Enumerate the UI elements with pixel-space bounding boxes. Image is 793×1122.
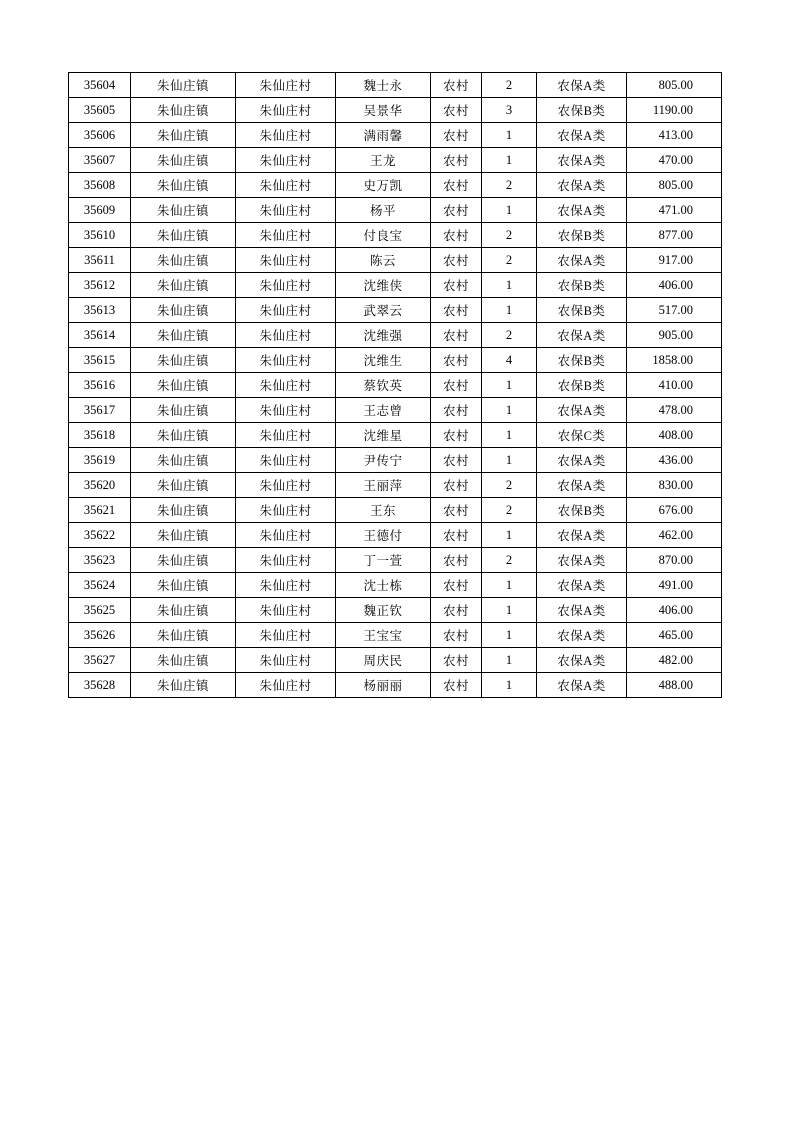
cell-category: 农保B类 — [537, 348, 627, 373]
cell-town: 朱仙庄镇 — [131, 623, 236, 648]
cell-category: 农保A类 — [537, 323, 627, 348]
cell-type: 农村 — [431, 648, 482, 673]
cell-count: 2 — [482, 73, 537, 98]
table-row — [69, 148, 722, 173]
cell-name: 王志曾 — [336, 398, 431, 423]
cell-category: 农保A类 — [537, 148, 627, 173]
cell-amount: 408.00 — [627, 423, 722, 448]
cell-category: 农保B类 — [537, 98, 627, 123]
cell-id: 35611 — [69, 248, 131, 273]
cell-village: 朱仙庄村 — [236, 298, 336, 323]
table-row — [69, 573, 722, 598]
cell-type: 农村 — [431, 223, 482, 248]
cell-village: 朱仙庄村 — [236, 648, 336, 673]
cell-name: 杨丽丽 — [336, 673, 431, 698]
cell-type: 农村 — [431, 598, 482, 623]
cell-count: 1 — [482, 523, 537, 548]
table-row — [69, 98, 722, 123]
cell-category: 农保B类 — [537, 298, 627, 323]
cell-amount: 470.00 — [627, 148, 722, 173]
cell-town: 朱仙庄镇 — [131, 98, 236, 123]
cell-count: 1 — [482, 423, 537, 448]
cell-village: 朱仙庄村 — [236, 673, 336, 698]
cell-count: 2 — [482, 173, 537, 198]
cell-name: 付良宝 — [336, 223, 431, 248]
cell-village: 朱仙庄村 — [236, 548, 336, 573]
cell-category: 农保B类 — [537, 223, 627, 248]
cell-type: 农村 — [431, 573, 482, 598]
cell-town: 朱仙庄镇 — [131, 548, 236, 573]
cell-amount: 905.00 — [627, 323, 722, 348]
cell-town: 朱仙庄镇 — [131, 73, 236, 98]
cell-name: 王丽萍 — [336, 473, 431, 498]
cell-name: 沈维侠 — [336, 273, 431, 298]
cell-category: 农保A类 — [537, 548, 627, 573]
cell-id: 35621 — [69, 498, 131, 523]
cell-amount: 465.00 — [627, 623, 722, 648]
cell-name: 陈云 — [336, 248, 431, 273]
cell-id: 35620 — [69, 473, 131, 498]
cell-town: 朱仙庄镇 — [131, 248, 236, 273]
cell-id: 35614 — [69, 323, 131, 348]
cell-amount: 917.00 — [627, 248, 722, 273]
cell-count: 1 — [482, 398, 537, 423]
cell-amount: 406.00 — [627, 273, 722, 298]
cell-town: 朱仙庄镇 — [131, 273, 236, 298]
cell-amount: 406.00 — [627, 598, 722, 623]
cell-name: 魏士永 — [336, 73, 431, 98]
cell-town: 朱仙庄镇 — [131, 223, 236, 248]
cell-town: 朱仙庄镇 — [131, 198, 236, 223]
cell-name: 杨平 — [336, 198, 431, 223]
cell-village: 朱仙庄村 — [236, 598, 336, 623]
cell-town: 朱仙庄镇 — [131, 298, 236, 323]
cell-amount: 436.00 — [627, 448, 722, 473]
cell-town: 朱仙庄镇 — [131, 423, 236, 448]
cell-amount: 478.00 — [627, 398, 722, 423]
cell-count: 2 — [482, 223, 537, 248]
cell-count: 1 — [482, 148, 537, 173]
cell-amount: 870.00 — [627, 548, 722, 573]
cell-count: 1 — [482, 573, 537, 598]
table-row — [69, 548, 722, 573]
cell-name: 王东 — [336, 498, 431, 523]
cell-village: 朱仙庄村 — [236, 173, 336, 198]
cell-category: 农保A类 — [537, 173, 627, 198]
cell-category: 农保A类 — [537, 648, 627, 673]
cell-id: 35605 — [69, 98, 131, 123]
cell-town: 朱仙庄镇 — [131, 373, 236, 398]
table-row — [69, 123, 722, 148]
cell-village: 朱仙庄村 — [236, 148, 336, 173]
cell-amount: 1190.00 — [627, 98, 722, 123]
cell-category: 农保A类 — [537, 198, 627, 223]
cell-count: 3 — [482, 98, 537, 123]
cell-amount: 676.00 — [627, 498, 722, 523]
cell-count: 1 — [482, 123, 537, 148]
cell-category: 农保B类 — [537, 373, 627, 398]
cell-id: 35628 — [69, 673, 131, 698]
cell-name: 吴景华 — [336, 98, 431, 123]
cell-category: 农保A类 — [537, 623, 627, 648]
cell-name: 沈维生 — [336, 348, 431, 373]
table-container — [68, 72, 721, 698]
cell-category: 农保A类 — [537, 673, 627, 698]
cell-count: 4 — [482, 348, 537, 373]
cell-type: 农村 — [431, 73, 482, 98]
cell-id: 35612 — [69, 273, 131, 298]
cell-village: 朱仙庄村 — [236, 398, 336, 423]
cell-id: 35608 — [69, 173, 131, 198]
cell-count: 1 — [482, 673, 537, 698]
cell-count: 2 — [482, 473, 537, 498]
cell-amount: 462.00 — [627, 523, 722, 548]
table-row — [69, 373, 722, 398]
cell-id: 35615 — [69, 348, 131, 373]
cell-count: 1 — [482, 273, 537, 298]
cell-category: 农保A类 — [537, 73, 627, 98]
cell-town: 朱仙庄镇 — [131, 498, 236, 523]
cell-type: 农村 — [431, 98, 482, 123]
cell-count: 1 — [482, 298, 537, 323]
table-row — [69, 498, 722, 523]
cell-category: 农保A类 — [537, 448, 627, 473]
cell-count: 1 — [482, 448, 537, 473]
cell-name: 沈维强 — [336, 323, 431, 348]
table-row — [69, 348, 722, 373]
cell-category: 农保A类 — [537, 123, 627, 148]
cell-village: 朱仙庄村 — [236, 273, 336, 298]
table-row — [69, 273, 722, 298]
cell-id: 35606 — [69, 123, 131, 148]
cell-id: 35619 — [69, 448, 131, 473]
cell-category: 农保B类 — [537, 498, 627, 523]
cell-type: 农村 — [431, 198, 482, 223]
cell-name: 尹传宁 — [336, 448, 431, 473]
cell-type: 农村 — [431, 423, 482, 448]
cell-type: 农村 — [431, 448, 482, 473]
cell-village: 朱仙庄村 — [236, 448, 336, 473]
cell-count: 1 — [482, 623, 537, 648]
cell-count: 1 — [482, 648, 537, 673]
cell-village: 朱仙庄村 — [236, 348, 336, 373]
cell-category: 农保A类 — [537, 598, 627, 623]
cell-amount: 805.00 — [627, 173, 722, 198]
cell-town: 朱仙庄镇 — [131, 323, 236, 348]
table-row — [69, 423, 722, 448]
cell-amount: 517.00 — [627, 298, 722, 323]
cell-id: 35609 — [69, 198, 131, 223]
cell-id: 35618 — [69, 423, 131, 448]
cell-id: 35616 — [69, 373, 131, 398]
cell-count: 1 — [482, 373, 537, 398]
cell-amount: 805.00 — [627, 73, 722, 98]
table-row — [69, 648, 722, 673]
table-row — [69, 448, 722, 473]
cell-name: 沈维星 — [336, 423, 431, 448]
table-row — [69, 73, 722, 98]
table-row — [69, 623, 722, 648]
cell-amount: 877.00 — [627, 223, 722, 248]
table-row — [69, 673, 722, 698]
cell-name: 周庆民 — [336, 648, 431, 673]
cell-village: 朱仙庄村 — [236, 198, 336, 223]
cell-village: 朱仙庄村 — [236, 248, 336, 273]
table-body — [69, 73, 722, 698]
table-row — [69, 523, 722, 548]
cell-name: 蔡钦英 — [336, 373, 431, 398]
cell-count: 2 — [482, 248, 537, 273]
cell-village: 朱仙庄村 — [236, 123, 336, 148]
cell-village: 朱仙庄村 — [236, 498, 336, 523]
cell-id: 35626 — [69, 623, 131, 648]
cell-type: 农村 — [431, 123, 482, 148]
cell-village: 朱仙庄村 — [236, 373, 336, 398]
cell-amount: 1858.00 — [627, 348, 722, 373]
cell-town: 朱仙庄镇 — [131, 398, 236, 423]
cell-town: 朱仙庄镇 — [131, 673, 236, 698]
cell-amount: 488.00 — [627, 673, 722, 698]
cell-name: 史万凯 — [336, 173, 431, 198]
cell-name: 满雨馨 — [336, 123, 431, 148]
cell-type: 农村 — [431, 148, 482, 173]
cell-type: 农村 — [431, 173, 482, 198]
table-row — [69, 323, 722, 348]
cell-village: 朱仙庄村 — [236, 323, 336, 348]
cell-id: 35625 — [69, 598, 131, 623]
cell-id: 35613 — [69, 298, 131, 323]
cell-id: 35607 — [69, 148, 131, 173]
cell-village: 朱仙庄村 — [236, 573, 336, 598]
cell-town: 朱仙庄镇 — [131, 573, 236, 598]
cell-town: 朱仙庄镇 — [131, 523, 236, 548]
cell-village: 朱仙庄村 — [236, 73, 336, 98]
cell-name: 武翠云 — [336, 298, 431, 323]
table-row — [69, 173, 722, 198]
cell-name: 王宝宝 — [336, 623, 431, 648]
cell-village: 朱仙庄村 — [236, 623, 336, 648]
cell-id: 35622 — [69, 523, 131, 548]
cell-type: 农村 — [431, 473, 482, 498]
cell-village: 朱仙庄村 — [236, 98, 336, 123]
cell-type: 农村 — [431, 623, 482, 648]
cell-id: 35610 — [69, 223, 131, 248]
cell-category: 农保C类 — [537, 423, 627, 448]
cell-count: 1 — [482, 198, 537, 223]
cell-amount: 491.00 — [627, 573, 722, 598]
cell-village: 朱仙庄村 — [236, 473, 336, 498]
cell-name: 王德付 — [336, 523, 431, 548]
cell-id: 35604 — [69, 73, 131, 98]
cell-type: 农村 — [431, 248, 482, 273]
cell-count: 2 — [482, 548, 537, 573]
table-row — [69, 298, 722, 323]
cell-type: 农村 — [431, 373, 482, 398]
benefits-table — [68, 72, 722, 698]
cell-type: 农村 — [431, 498, 482, 523]
cell-type: 农村 — [431, 323, 482, 348]
cell-category: 农保B类 — [537, 273, 627, 298]
cell-type: 农村 — [431, 348, 482, 373]
cell-count: 2 — [482, 323, 537, 348]
cell-type: 农村 — [431, 298, 482, 323]
cell-amount: 482.00 — [627, 648, 722, 673]
cell-type: 农村 — [431, 548, 482, 573]
cell-category: 农保A类 — [537, 523, 627, 548]
cell-id: 35627 — [69, 648, 131, 673]
cell-count: 2 — [482, 498, 537, 523]
table-row — [69, 223, 722, 248]
table-row — [69, 248, 722, 273]
cell-town: 朱仙庄镇 — [131, 598, 236, 623]
cell-town: 朱仙庄镇 — [131, 348, 236, 373]
cell-category: 农保A类 — [537, 248, 627, 273]
cell-town: 朱仙庄镇 — [131, 448, 236, 473]
cell-town: 朱仙庄镇 — [131, 473, 236, 498]
cell-id: 35623 — [69, 548, 131, 573]
table-row — [69, 598, 722, 623]
cell-count: 1 — [482, 598, 537, 623]
cell-village: 朱仙庄村 — [236, 223, 336, 248]
cell-village: 朱仙庄村 — [236, 523, 336, 548]
cell-amount: 830.00 — [627, 473, 722, 498]
cell-amount: 410.00 — [627, 373, 722, 398]
cell-id: 35617 — [69, 398, 131, 423]
cell-name: 沈士栋 — [336, 573, 431, 598]
table-row — [69, 198, 722, 223]
cell-category: 农保A类 — [537, 398, 627, 423]
table-row — [69, 398, 722, 423]
cell-town: 朱仙庄镇 — [131, 123, 236, 148]
cell-name: 魏正钦 — [336, 598, 431, 623]
cell-type: 农村 — [431, 523, 482, 548]
cell-town: 朱仙庄镇 — [131, 648, 236, 673]
cell-id: 35624 — [69, 573, 131, 598]
cell-town: 朱仙庄镇 — [131, 173, 236, 198]
cell-category: 农保A类 — [537, 573, 627, 598]
cell-town: 朱仙庄镇 — [131, 148, 236, 173]
table-row — [69, 473, 722, 498]
cell-type: 农村 — [431, 273, 482, 298]
cell-village: 朱仙庄村 — [236, 423, 336, 448]
cell-type: 农村 — [431, 398, 482, 423]
cell-amount: 471.00 — [627, 198, 722, 223]
cell-name: 丁一萱 — [336, 548, 431, 573]
cell-name: 王龙 — [336, 148, 431, 173]
cell-type: 农村 — [431, 673, 482, 698]
cell-amount: 413.00 — [627, 123, 722, 148]
cell-category: 农保A类 — [537, 473, 627, 498]
